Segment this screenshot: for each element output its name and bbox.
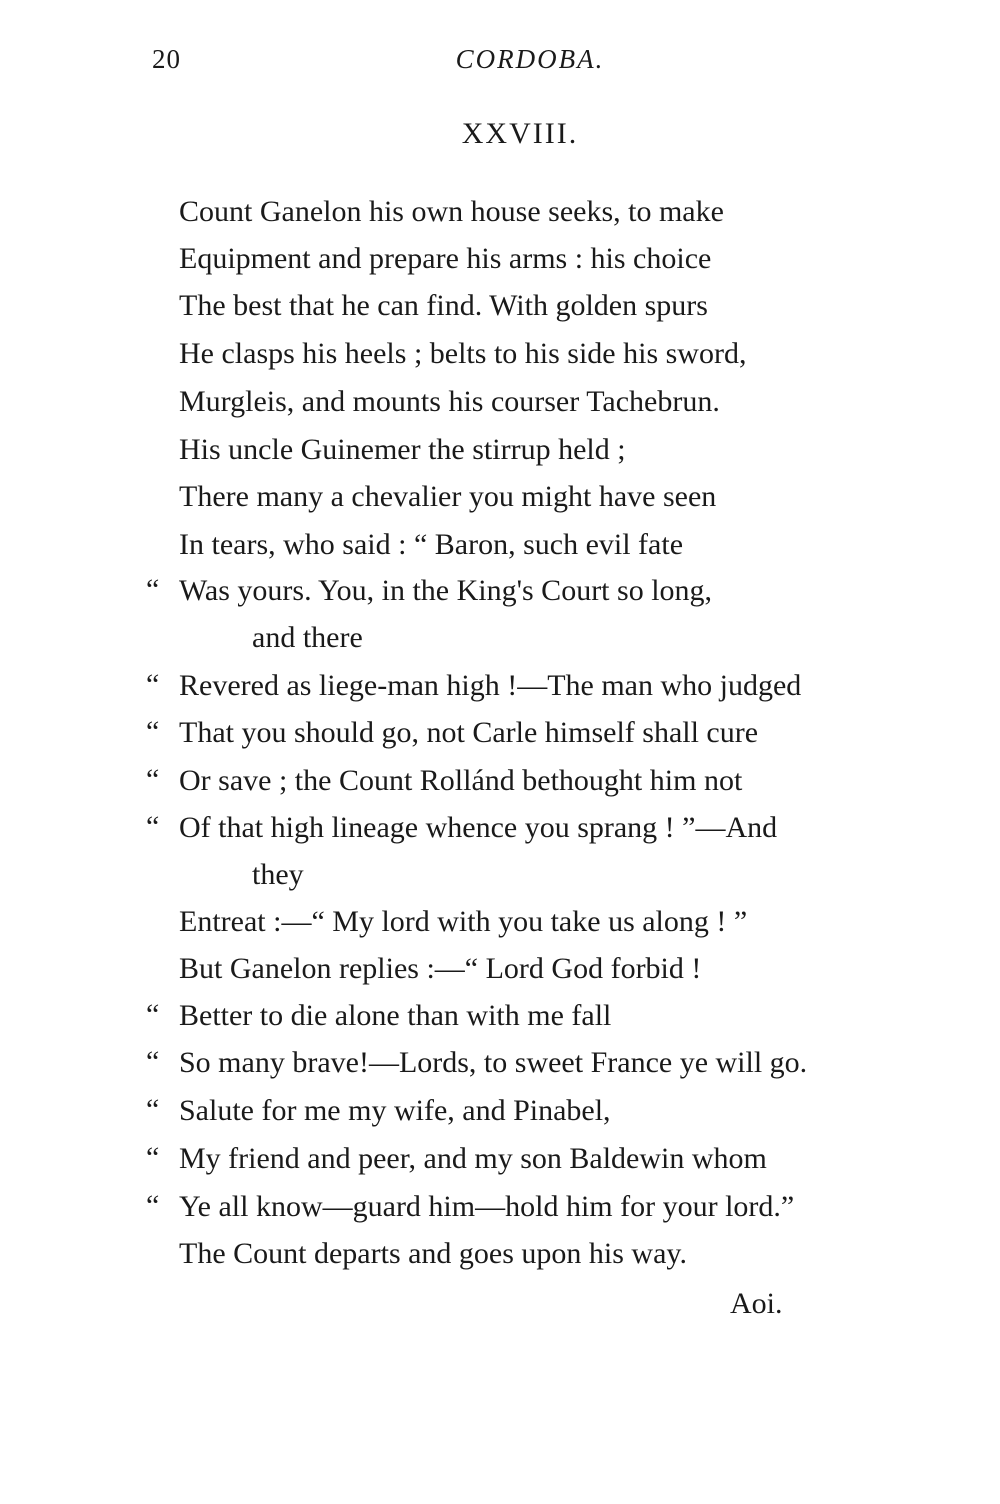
poem-line: My friend and peer, and my son Baldewin whom bbox=[179, 1142, 767, 1175]
poem-line: Equipment and prepare his arms : his choice bbox=[179, 242, 712, 275]
page-number: 20 bbox=[152, 44, 181, 74]
quote-mark: “ bbox=[146, 668, 160, 701]
quote-mark: “ bbox=[146, 763, 160, 796]
poem-line: He clasps his heels ; belts to his side his sword, bbox=[179, 337, 747, 370]
quote-mark: “ bbox=[146, 1189, 160, 1222]
quote-mark: “ bbox=[146, 573, 160, 606]
section-heading: XXVIII. bbox=[461, 117, 579, 150]
running-title: CORDOBA. bbox=[455, 44, 605, 74]
poem-line: Of that high lineage whence you sprang ! ”—And bbox=[179, 811, 778, 844]
poem-line: Better to die alone than with me fall bbox=[179, 999, 612, 1032]
poem-line: Murgleis, and mounts his courser Tachebrun. bbox=[179, 385, 720, 418]
poem-line: His uncle Guinemer the stirrup held ; bbox=[179, 433, 626, 466]
quote-mark: “ bbox=[146, 1093, 160, 1126]
poem-line-continuation: and there bbox=[252, 621, 363, 654]
quote-mark: “ bbox=[146, 810, 160, 843]
poem-line: Entreat :—“ My lord with you take us along ! ” bbox=[179, 905, 748, 938]
poem-line: The best that he can find. With golden spurs bbox=[179, 289, 708, 322]
poem-line: So many brave!—Lords, to sweet France ye will go. bbox=[179, 1046, 808, 1079]
poem-line: The Count departs and goes upon his way. bbox=[179, 1237, 687, 1270]
poem-line: Count Ganelon his own house seeks, to make bbox=[179, 195, 724, 228]
quote-mark: “ bbox=[146, 1141, 160, 1174]
poem-line: Ye all know—guard him—hold him for your lord.” bbox=[179, 1190, 795, 1223]
poem-line: Revered as liege-man high !—The man who judged bbox=[179, 669, 802, 702]
poem-line-continuation: they bbox=[252, 858, 304, 891]
poem-line: There many a chevalier you might have seen bbox=[179, 480, 717, 513]
poem-line: That you should go, not Carle himself shall cure bbox=[179, 716, 759, 749]
poem-line: Salute for me my wife, and Pinabel, bbox=[179, 1094, 611, 1127]
poem-line: But Ganelon replies :—“ Lord God forbid ! bbox=[179, 952, 702, 985]
poem-line: In tears, who said : “ Baron, such evil fate bbox=[179, 528, 684, 561]
quote-mark: “ bbox=[146, 715, 160, 748]
quote-mark: “ bbox=[146, 1045, 160, 1078]
poem-line: Or save ; the Count Rollánd bethought him not bbox=[179, 764, 743, 797]
quote-mark: “ bbox=[146, 998, 160, 1031]
closing-refrain: Aoi. bbox=[730, 1287, 783, 1320]
poem-line: Was yours. You, in the King's Court so long, bbox=[179, 574, 713, 607]
